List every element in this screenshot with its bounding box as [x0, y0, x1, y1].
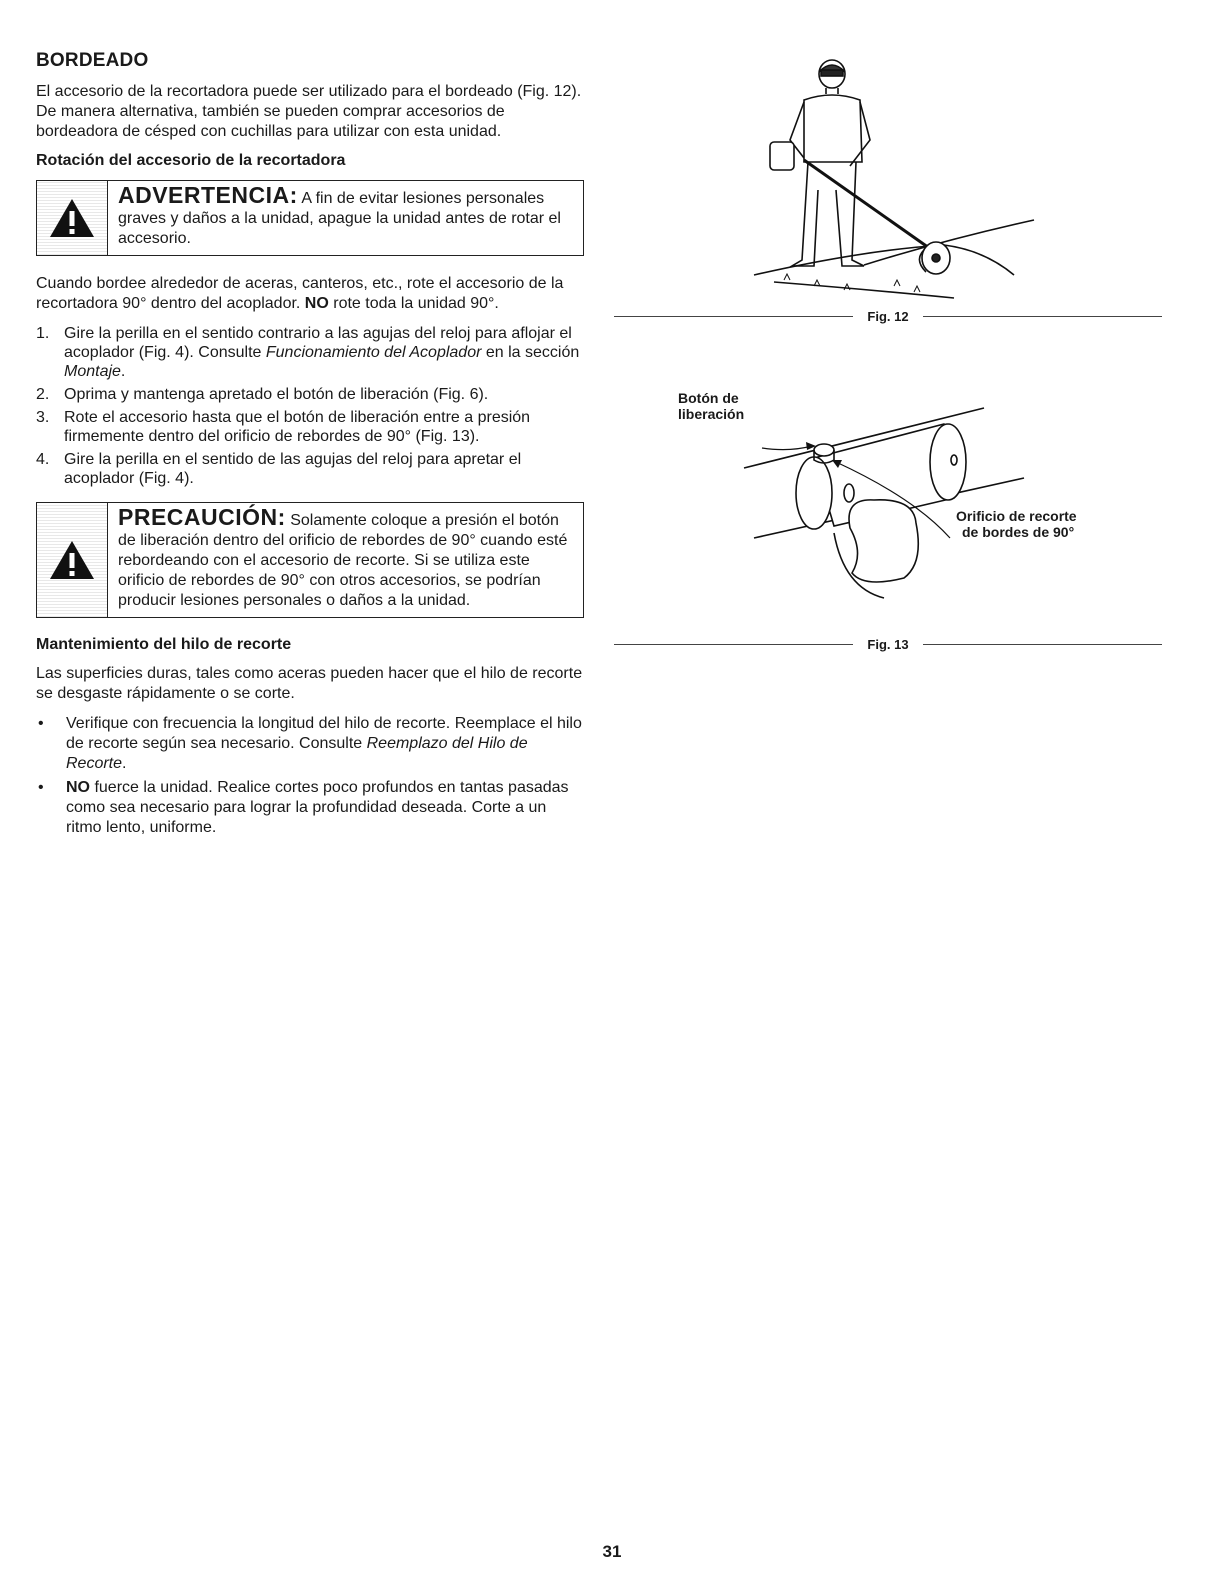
maintenance-paragraph: Las superficies duras, tales como aceras pueden hacer que el hilo de recorte se desgaste rápidamente o se corte.: [36, 665, 583, 702]
warning-box: [36, 180, 584, 256]
figure-12: [614, 50, 1162, 324]
edging-text-bold: NO: [304, 295, 329, 312]
callout-button-line-1: Botón de: [678, 390, 739, 406]
right-column: [614, 50, 1162, 652]
section-heading: BORDEADO: [36, 50, 149, 71]
fig-13-caption: [614, 637, 1162, 652]
step-number: 2.: [36, 386, 50, 403]
step-text: Oprima y mantenga apretado el botón de liberación (Fig. 6).: [64, 386, 489, 403]
maintenance-heading: Mantenimiento del hilo de recorte: [36, 636, 292, 653]
step-text: Gire la perilla en el sentido de las agujas del reloj para apretar el acoplador (Fig. 4).: [64, 451, 522, 487]
caution-box: [36, 502, 584, 618]
warning-triangle-icon: [48, 197, 96, 239]
warning-body: A fin de evitar lesiones personales graves y daños a la unidad, apague la unidad antes de rotar el accesorio.: [118, 190, 561, 247]
release-button-callout: [678, 390, 744, 422]
warning-text: [108, 181, 583, 255]
bullet-dot: •: [38, 779, 44, 796]
figure-13: [614, 388, 1162, 652]
step-text: Gire la perilla en el sentido contrario a las agujas del reloj para aflojar el acoplador (Fig. 4). Consulte Funcionamiento del Acoplador en la sección Montaje.: [64, 325, 580, 380]
callout-button-line-2: liberación: [678, 406, 745, 422]
caution-body: Solamente coloque a presión el botón de liberación dentro del orificio de rebordes de 90° cuando esté rebordeando con el accesorio de recorte. Si se utiliza este orificio de rebordes de 90° con otros accesorios, se podrían producir lesiones personales o daños a la unidad.: [118, 512, 568, 609]
edging-text-pre: Cuando bordee alrededor de aceras, canteros, etc., rote el accesorio de la recortadora 90° dentro del acoplador.: [36, 275, 564, 312]
warning-icon-cell: [37, 181, 108, 255]
step-number: 4.: [36, 451, 50, 468]
callout-hole-line-1: Orificio de recorte: [956, 508, 1077, 524]
bullet-item: [36, 714, 584, 774]
bullet-item: [36, 778, 584, 838]
step-number: 3.: [36, 409, 50, 426]
step-item: [36, 450, 584, 488]
edging-hole-callout: [956, 508, 1077, 540]
fig-12-caption: [614, 309, 1162, 324]
fig-12-label: Fig. 12: [867, 309, 909, 324]
caution-triangle-icon: [48, 539, 96, 581]
step-number: 1.: [36, 325, 50, 342]
bullet-dot: •: [38, 715, 44, 732]
intro-paragraph: El accesorio de la recortadora puede ser utilizado para el bordeado (Fig. 12). De manera alternativa, también se pueden comprar accesorios de bordeadora de césped con cuchillas para utilizar con esta unidad.: [36, 83, 582, 140]
step-text: Rote el accesorio hasta que el botón de liberación entre a presión firmemente dentro del orificio de rebordes de 90° (Fig. 13).: [64, 409, 531, 445]
page-number: 31: [602, 1542, 622, 1561]
rotation-heading: Rotación del accesorio de la recortadora: [36, 152, 346, 169]
caution-title: PRECAUCIÓN:: [118, 504, 286, 530]
caution-icon-cell: [37, 503, 108, 617]
step-item: [36, 324, 584, 381]
edging-text-post: rote toda la unidad 90°.: [328, 295, 499, 312]
warning-title: ADVERTENCIA:: [118, 182, 298, 208]
edging-paragraph: [36, 274, 584, 314]
left-column: [36, 50, 584, 842]
steps-list: [36, 324, 584, 488]
step-item: [36, 385, 584, 404]
maintenance-bullets: [36, 714, 584, 838]
step-item: [36, 408, 584, 446]
coupler-illustration: [614, 388, 1162, 628]
callout-hole-line-2: de bordes de 90°: [962, 524, 1075, 540]
bullet-text: NO fuerce la unidad. Realice cortes poco profundos en tantas pasadas como sea necesario para lograr la profundidad deseada. Corte a un ritmo lento, uniforme.: [66, 779, 569, 836]
caution-text: [108, 503, 583, 617]
bullet-text: Verifique con frecuencia la longitud del hilo de recorte. Reemplace el hilo de recorte según sea necesario. Consulte Reemplazo del Hilo de Recorte.: [66, 715, 582, 772]
fig-13-label: Fig. 13: [867, 637, 909, 652]
edging-person-illustration: [614, 50, 1162, 302]
